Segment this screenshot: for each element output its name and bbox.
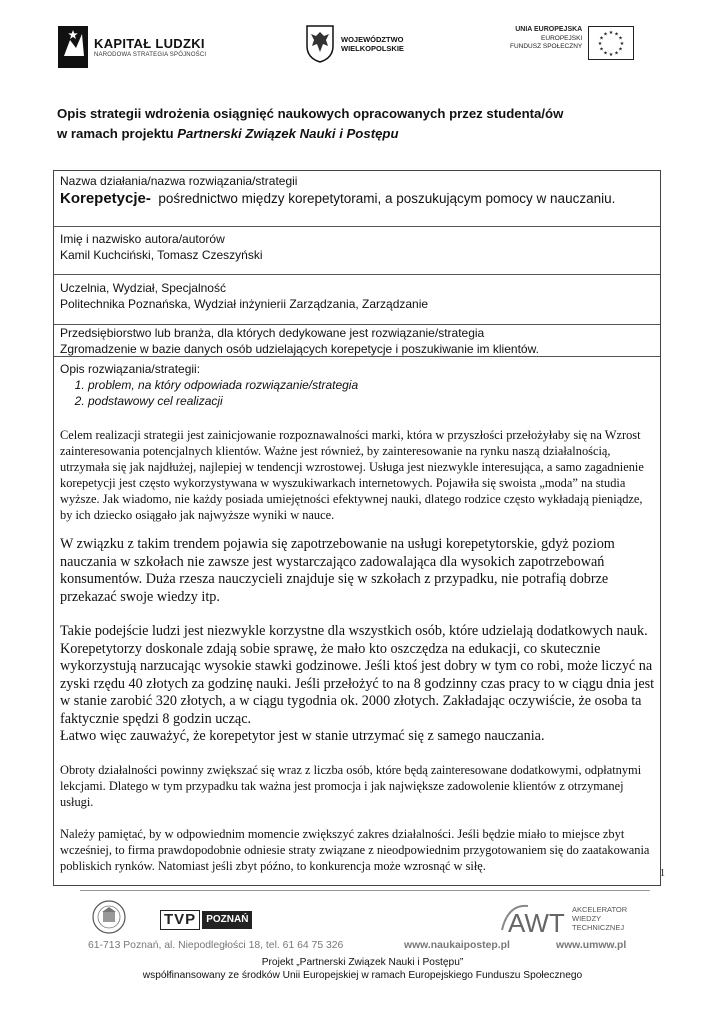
form-row-company bbox=[54, 325, 660, 357]
paragraph-3b: Łatwo więc zauważyć, że korepetytor jest w stanie utrzymać się z samego nauczania. bbox=[60, 728, 545, 744]
svg-text:★: ★ bbox=[619, 41, 625, 47]
svg-text:★: ★ bbox=[603, 31, 608, 38]
eu-flag-icon bbox=[588, 26, 634, 60]
awt-line3: TECHNICZNEJ bbox=[572, 922, 625, 932]
university-seal-icon bbox=[92, 900, 126, 934]
svg-text:★: ★ bbox=[599, 35, 604, 42]
kapital-ludzki-subtitle: NARODOWA STRATEGIA SPÓJNOŚCI bbox=[94, 52, 207, 58]
kapital-ludzki-title: KAPITAŁ LUDZKI bbox=[94, 36, 205, 51]
footer-url-umww[interactable]: www.umww.pl bbox=[556, 940, 627, 951]
form-row-author bbox=[54, 227, 660, 275]
wielkopolskie-line1: WOJEWÓDZTWO bbox=[341, 35, 404, 44]
school-value: Politechnika Poznańska, Wydział inżynierii Zarządzania, Zarządzanie bbox=[60, 297, 429, 311]
page-header bbox=[0, 20, 725, 80]
title-line2 bbox=[57, 124, 677, 144]
company-label: Przedsiębiorstwo lub branża, dla których dedykowane jest rozwiązanie/strategia bbox=[60, 326, 485, 340]
paragraph-2: W związku z takim trendem pojawia się zapotrzebowanie na usługi korepetytorskie, gdyż poziom nauczania w szkołach nie zawsze jest wystarczająco zadowalająca dla wysokich zapotrzebowań konsumentów. Duża rzesza nauczycieli znajduje się w szkołach z przypadku, nie potrafią dobrze przekazać swoje wiedzy itp. bbox=[60, 536, 615, 605]
tvp-text: TVP bbox=[160, 910, 200, 930]
footer-project bbox=[0, 956, 725, 982]
svg-text:★: ★ bbox=[608, 52, 614, 58]
paragraph-1: Celem realizacji strategii jest zainicjowanie rozpoznawalności marki, która w przyszłości przełożyłaby się na Wzrost zainteresowania potencjalnych klientów. Ważne jest również, by zainteresowanie na rynku naszą działalnością, utrzymała się jak najdłużej, najlepiej w tendencji wzrostowej. Usługa jest niezwykle interesująca, a samo zagadnienie korepetycji jest często wykorzystywana w wyszukiwarkach internetowych. Pojawiła się swoista „moda” na studia wyższe. Jak wiadomo, nie każdy posiada umiejętności efektywnej nauki, dlatego rodzice często wykładają pieniądze, by ich dziecko osiągało jak najwyższe wyniki w nauce. bbox=[60, 428, 644, 522]
svg-text:★: ★ bbox=[618, 35, 623, 42]
name-label: Nazwa działania/nazwa rozwiązania/strategii bbox=[60, 174, 298, 188]
footer-project-line1: Projekt „Partnerski Związek Nauki i Postępu” bbox=[261, 957, 464, 968]
company-value: Zgromadzenie w bazie danych osób udzielających korepetycje i poszukiwanie im klientów. bbox=[60, 342, 539, 356]
poznan-text: POZNAŃ bbox=[202, 911, 252, 929]
paragraph-3: Takie podejście ludzi jest niezwykle korzystne dla wszystkich osób, które udzielają dodatkowych nauk. Korepetytorzy doskonale zdają sobie sprawę, że mało kto oszczędza na edukacji, co skutecznie wykorzystują narzucając wysokie stawki godzinowe. Jeśli ktoś jest dobry w tym co robi, może liczyć na zyski rzędu 40 złotych za godzinę nauki. Jeśli przełożyć to na 8 godzinny czas pracy to w ciągu dnia jest w stanie zarobić 320 złotych, a w ciągu tygodnia ok. 2000 złotych. Zakładając oczywiście, że osoba ta faktycznie spędzi 8 godzin ucząc. bbox=[60, 623, 655, 727]
paragraph-5: Należy pamiętać, by w odpowiednim momencie zwiększyć zakres działalności. Jeśli będzie miało to miejsce zbyt wcześniej, to firma prawdopodobnie odniesie straty związane z nieodpowiednim przygotowaniem się do zaatakowania pobliskich rynków. Natomiast jeśli zbyt późno, to konkurencja może wzrosnąć w siłę. bbox=[60, 826, 650, 873]
footer-project-line2: współfinansowany ze środków Unii Europejskiej w ramach Europejskiego Funduszu Społecznego bbox=[142, 970, 583, 981]
eagle-shield-icon bbox=[305, 24, 335, 64]
description-list bbox=[60, 377, 656, 409]
description-item: 2. podstawowy cel realizacji bbox=[88, 393, 656, 409]
description-body bbox=[60, 427, 656, 874]
author-label: Imię i nazwisko autora/autorów bbox=[60, 232, 225, 246]
school-label: Uczelnia, Wydział, Specjalność bbox=[60, 281, 226, 295]
svg-text:★: ★ bbox=[608, 30, 614, 36]
kapital-ludzki-logo bbox=[58, 26, 206, 68]
form-row-name bbox=[54, 171, 660, 227]
title-prefix: w ramach projektu bbox=[57, 126, 178, 141]
name-value-rest: pośrednictwo między korepetytorami, a poszukującym pomocy w nauczaniu. bbox=[158, 191, 616, 206]
eu-line2: EUROPEJSKI bbox=[541, 34, 583, 42]
footer-address: 61-713 Poznań, al. Niepodległości 18, tel. 61 64 75 326 bbox=[88, 940, 344, 951]
awt-mark-icon bbox=[498, 900, 568, 936]
svg-text:AWT: AWT bbox=[508, 908, 565, 936]
description-label: Opis rozwiązania/strategii: bbox=[60, 362, 201, 376]
awt-line1: AKCELERATOR bbox=[572, 904, 628, 914]
name-value-bold: Korepetycje- bbox=[60, 190, 151, 207]
description-item: 1. problem, na który odpowiada rozwiązanie/strategia bbox=[88, 377, 656, 393]
svg-text:★: ★ bbox=[614, 31, 619, 38]
footer-url-naukaipostep[interactable]: www.naukaipostep.pl bbox=[404, 940, 510, 951]
eu-line3: FUNDUSZ SPOŁECZNY bbox=[510, 43, 583, 50]
eu-logo bbox=[510, 26, 634, 60]
eu-line1: UNIA EUROPEJSKA bbox=[515, 26, 583, 33]
kapital-ludzki-emblem-icon bbox=[58, 26, 88, 68]
svg-text:★: ★ bbox=[603, 50, 608, 57]
wielkopolskie-line2: WIELKOPOLSKIE bbox=[341, 44, 404, 53]
author-value: Kamil Kuchciński, Tomasz Czeszyński bbox=[60, 248, 263, 262]
form-box bbox=[53, 170, 661, 886]
project-name: Partnerski Związek Nauki i Postępu bbox=[177, 126, 399, 141]
awt-line2: WIEDZY bbox=[572, 913, 602, 923]
document-title bbox=[57, 104, 677, 144]
wielkopolskie-logo bbox=[305, 24, 404, 64]
page-number: 1 bbox=[660, 868, 665, 879]
svg-text:★: ★ bbox=[599, 46, 604, 53]
paragraph-4: Obroty działalności powinny zwiększać się wraz z liczba osób, które będą zainteresowane dodatkowymi, odpłatnymi lekcjami. Dlatego w tym przypadku tak ważna jest promocja i jak największe zadowolenie klientów z otrzymanej usługi. bbox=[60, 762, 642, 809]
footer-logos bbox=[0, 900, 725, 940]
svg-text:★: ★ bbox=[614, 50, 619, 57]
name-value bbox=[60, 189, 654, 209]
svg-text:★: ★ bbox=[618, 46, 623, 53]
tvp-poznan-logo bbox=[160, 910, 252, 930]
svg-text:★: ★ bbox=[597, 41, 603, 47]
awt-logo bbox=[498, 900, 627, 936]
footer-divider bbox=[80, 890, 650, 891]
form-row-school bbox=[54, 275, 660, 325]
description-section bbox=[60, 361, 656, 874]
title-line1: Opis strategii wdrożenia osiągnięć naukowych opracowanych przez studenta/ów bbox=[57, 106, 564, 121]
